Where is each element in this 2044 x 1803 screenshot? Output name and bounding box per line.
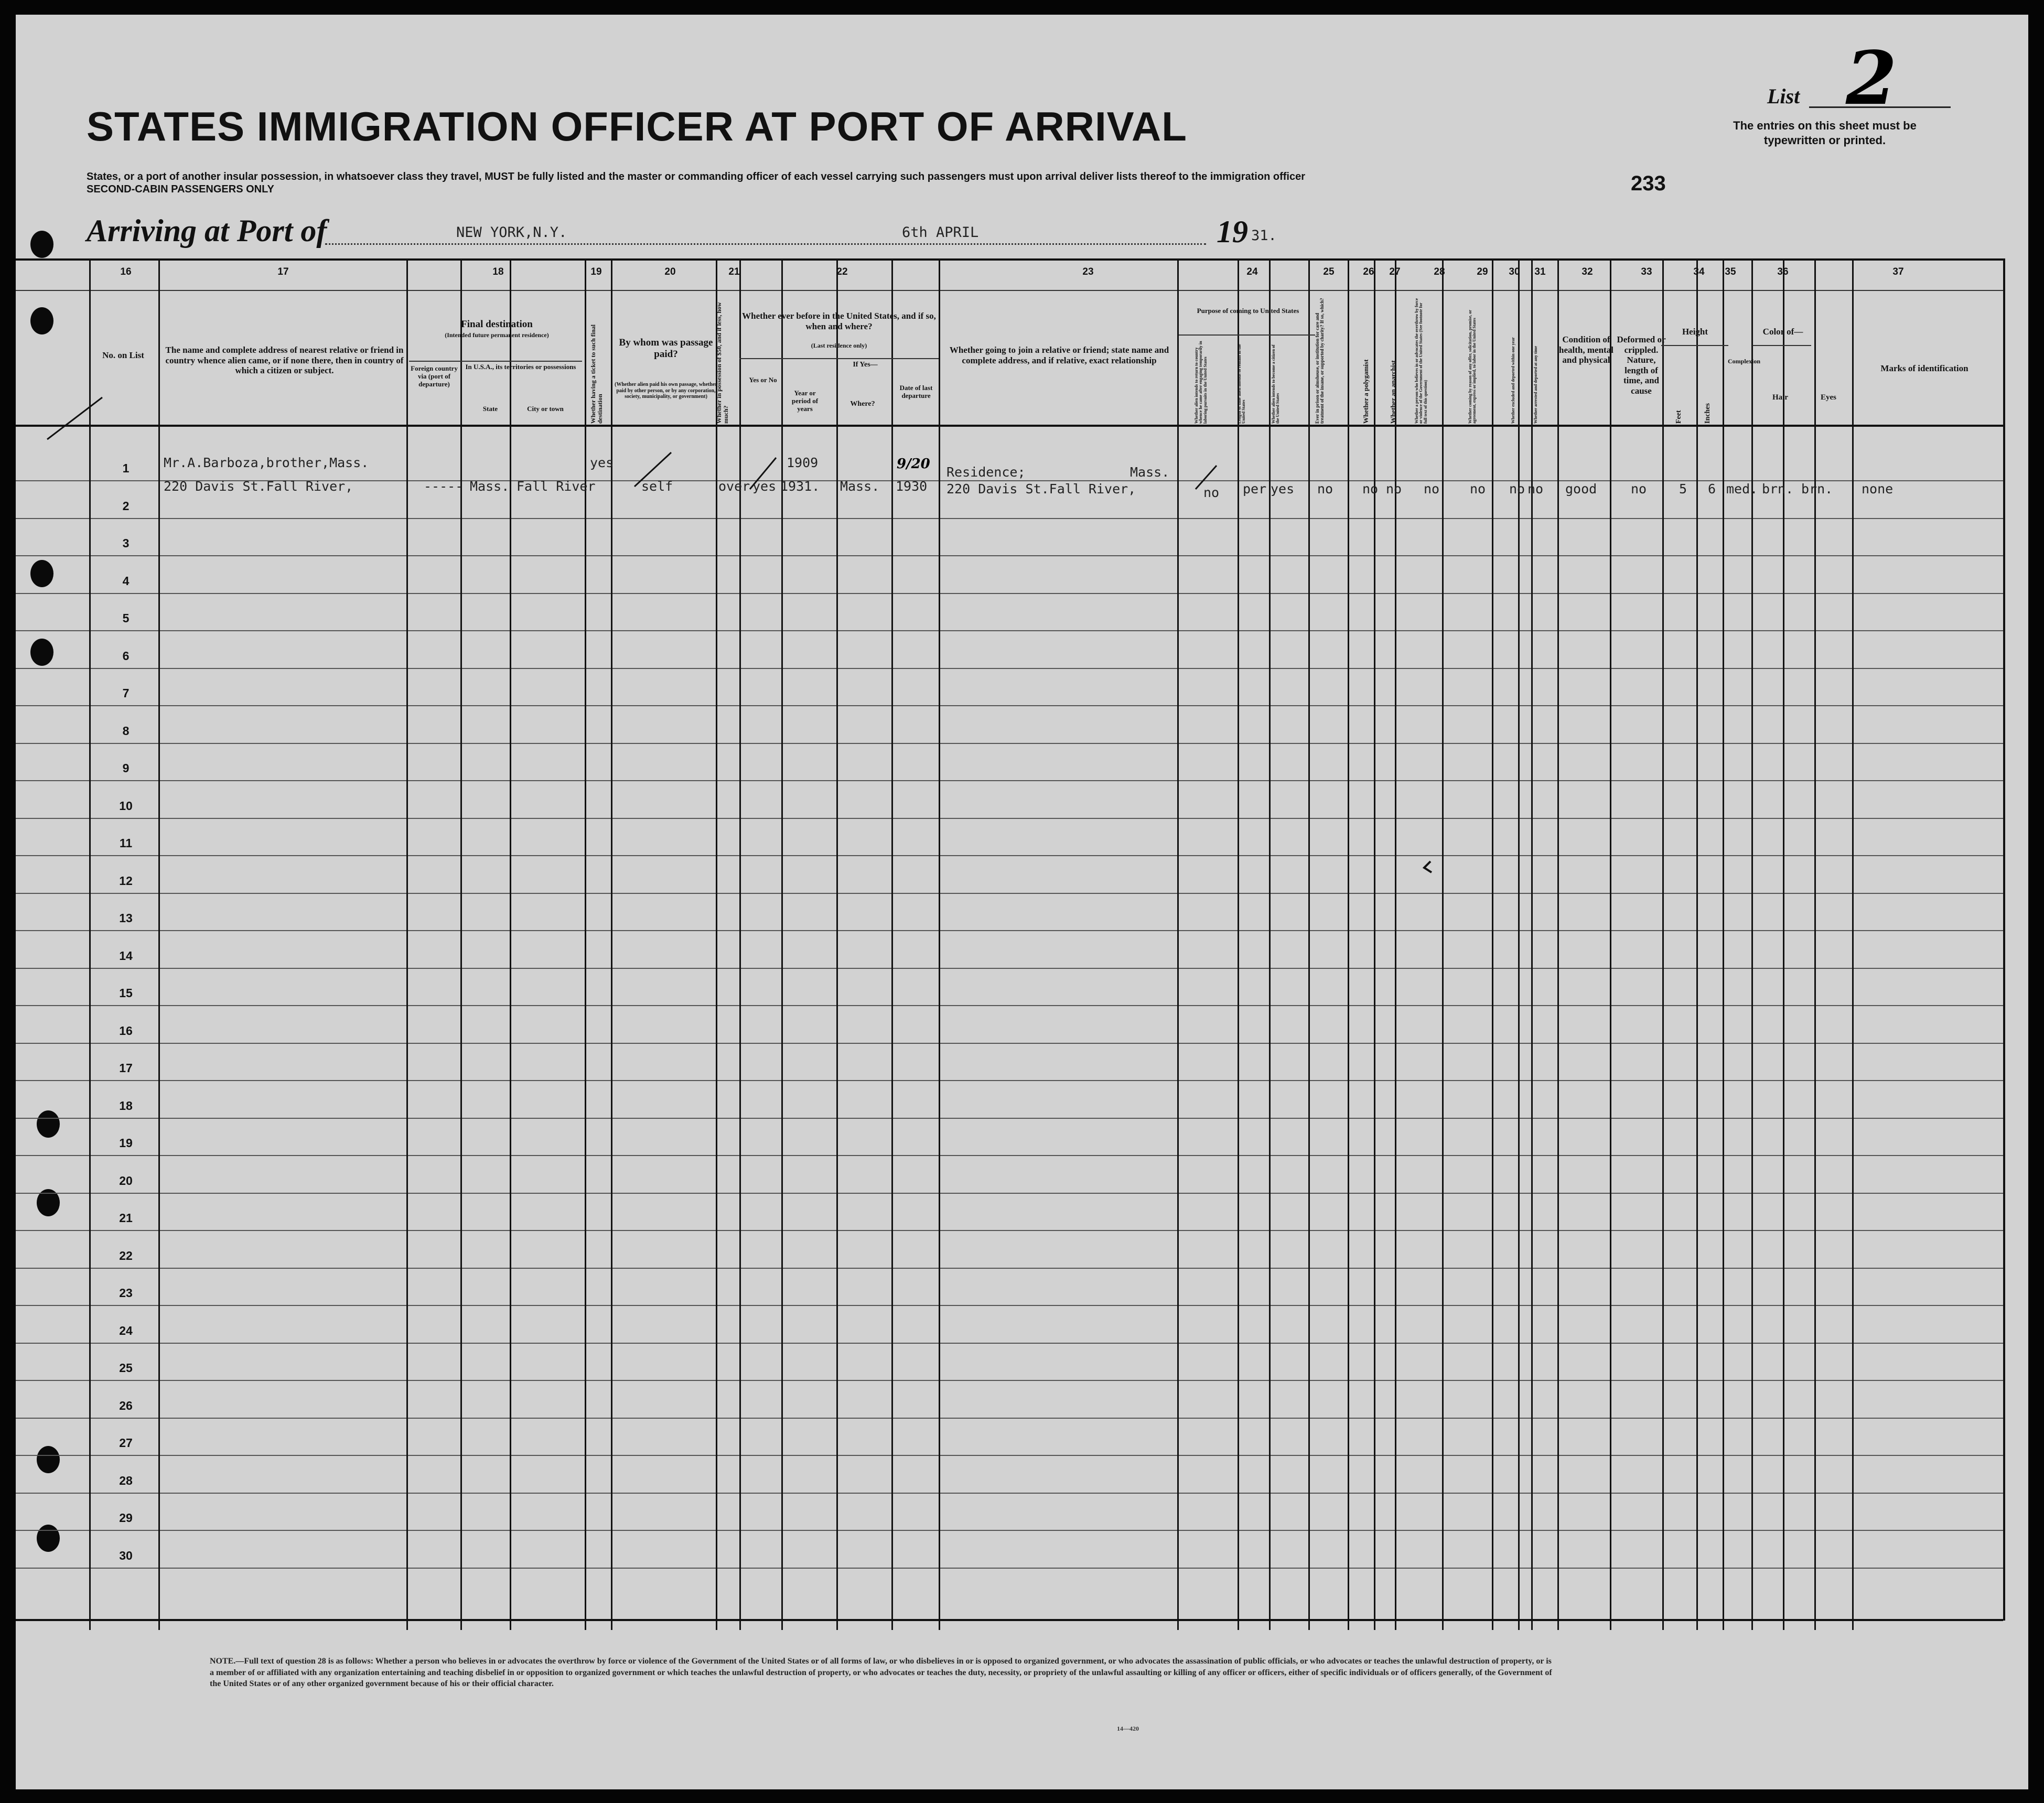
entry-last-departure-line2: 1930	[896, 479, 928, 494]
manifest-sheet	[16, 15, 2028, 1789]
row-number: 27	[119, 1436, 133, 1450]
port-value: NEW YORK,N.Y.	[456, 224, 567, 241]
hdr-city: City or town	[527, 405, 564, 413]
col-number: 32	[1582, 266, 1593, 277]
col-number: 16	[120, 266, 132, 277]
entry-height-feet: 5	[1679, 481, 1687, 496]
entry-money: over	[718, 479, 750, 494]
row-number: 16	[119, 1023, 133, 1038]
col-number: 37	[1892, 266, 1904, 277]
entry-joining-state: Mass.	[1130, 465, 1170, 480]
row-number: 30	[119, 1548, 133, 1562]
row-number: 6	[122, 649, 130, 663]
row-number: 29	[119, 1511, 133, 1525]
col-number: 18	[492, 266, 504, 277]
entry-paid-by: self	[641, 479, 673, 494]
row-number: 20	[119, 1173, 133, 1187]
row-number: 10	[119, 798, 133, 813]
col-number: 36	[1777, 266, 1789, 277]
hdr-ever-before-sub: (Last residence only)	[811, 342, 867, 349]
hdr-final-destination: Final destination	[461, 319, 533, 330]
row-number: 12	[119, 873, 133, 888]
hdr-prison: Ever in prison or almshouse, or institution for care and treatment of the insane, or supported by charity? If so, which?	[1315, 298, 1325, 424]
entry-anarchist: no	[1386, 481, 1402, 496]
hdr-contract-labor: Whether coming by reason of any offer, solicitation, promise, or agreement, express or implied, to labor in the United States	[1468, 310, 1477, 424]
hdr-height: Height	[1682, 327, 1708, 337]
entry-contract-labor: no	[1470, 481, 1486, 496]
pen-marks	[16, 15, 2028, 1640]
row-number: 4	[122, 574, 130, 588]
hdr-year: Year or period of years	[791, 389, 819, 413]
row-number: 13	[119, 911, 133, 925]
year-suffix: 31.	[1251, 228, 1277, 244]
year-prefix: 19	[1217, 214, 1248, 249]
col-number: 22	[836, 266, 848, 277]
hdr-health: Condition of health, mental and physical	[1559, 334, 1613, 365]
row-number: 21	[119, 1211, 133, 1225]
col-number: 17	[277, 266, 289, 277]
row-number: 19	[119, 1136, 133, 1150]
question-28-footnote: NOTE.—Full text of question 28 is as follows: Whether a person who believes in or advocates the overthrow by force or violence of the Government of the United States or of all forms of law, or who disbelieves in or is opposed to organized government, or who advocates the assassination of public officials, or who advocates or teaches the unlawful destruction of property, or is a member of or affiliated with any organization entertaining and teaching disbelief in or opposition to organized government or which teaches the unlawful destruction of property, or who advocates or teaches the duty, necessity, or propriety of the unlawful assaulting or killing of any officer or officers, either of specific individuals or of officers generally, of the Government of the United States or of any other organized government because of his or their official character.	[210, 1657, 1552, 1689]
list-label: List	[1767, 84, 1800, 108]
row-number: 8	[122, 724, 130, 738]
row-number: 18	[119, 1098, 133, 1113]
sheet-number: 233	[1631, 172, 1666, 195]
hdr-ever-before: Whether ever before in the United States, and if so, when and where?	[742, 311, 936, 331]
hdr-final-destination-sub: (Intended future permanent residence)	[445, 331, 549, 339]
entry-length-of-stay: per	[1243, 481, 1267, 496]
hdr-ticket: Whether having a ticket to such final destination	[589, 324, 604, 424]
hdr-feet: Feet	[1675, 410, 1683, 424]
hdr-return-intent: Whether alien intends to return to country whence he came after engaging temporarily in laboring pursuits in the United States	[1194, 341, 1208, 424]
entries-note: The entries on this sheet must be typewritten or printed.	[1733, 119, 1917, 147]
col-number: 26	[1363, 266, 1374, 277]
row-number: 11	[119, 836, 133, 850]
hdr-color-of: Color of—	[1762, 327, 1803, 337]
row-number: 5	[122, 611, 130, 625]
col-number: 34	[1693, 266, 1705, 277]
hdr-anarchist: Whether an anarchist	[1389, 360, 1397, 424]
entry-foreign-country: -----	[424, 479, 464, 494]
hdr-deformed: Deformed or crippled. Nature, length of time, and cause	[1617, 334, 1666, 396]
arriving-label: Arriving at Port of	[87, 213, 327, 248]
entry-excluded: no	[1509, 481, 1525, 496]
col-number: 20	[664, 266, 676, 277]
col-number: 19	[590, 266, 602, 277]
row-number: 9	[122, 761, 130, 775]
row-number: 28	[119, 1473, 133, 1487]
col-number: 24	[1246, 266, 1258, 277]
class-line: SECOND-CABIN PASSENGERS ONLY	[87, 183, 274, 195]
entry-last-departure-line1: 9/20	[897, 456, 930, 472]
hdr-where: Where?	[850, 400, 875, 408]
entry-where: Mass.	[840, 479, 880, 494]
hdr-joining: Whether going to join a relative or friend; state name and complete address, and if relative, exact relationship	[949, 345, 1169, 365]
hdr-last-departure: Date of last departure	[899, 384, 933, 400]
hdr-polygamist: Whether a polygamist	[1362, 359, 1370, 424]
hdr-yes-no: Yes or No	[749, 376, 777, 384]
date-value: 6th APRIL	[902, 224, 979, 241]
col-number: 35	[1725, 266, 1736, 277]
hdr-purpose: Purpose of coming to United States	[1197, 307, 1299, 315]
entry-complexion: med.	[1726, 481, 1758, 496]
entry-state: Mass.	[470, 479, 510, 494]
entry-health: good	[1565, 481, 1597, 496]
entry-height-inches: 6	[1708, 481, 1716, 496]
hdr-deported: Whether arrested and deported at any time	[1533, 346, 1538, 424]
hdr-eyes: Eyes	[1821, 393, 1836, 402]
hdr-citizen-intent: Whether alien intends to become a citizen of the United States	[1271, 344, 1281, 424]
page-title: STATES IMMIGRATION OFFICER AT PORT OF ARRIVAL	[87, 103, 1187, 149]
entry-joining-line2: 220 Davis St.Fall River,	[946, 481, 1136, 496]
hdr-overthrow: Whether a person who believes in or advocates the overthrow by force or violence of the Government of the United States (See footnote for full text of this question)	[1414, 298, 1428, 424]
entry-year-line2: 1931.	[780, 479, 820, 494]
row-number: 3	[122, 536, 130, 550]
hdr-if-yes: If Yes—	[853, 361, 878, 369]
col-number: 29	[1477, 266, 1488, 277]
hdr-state: State	[482, 405, 498, 413]
form-number: 14—420	[1117, 1725, 1139, 1732]
hdr-length-of-stay: Length of time alien intends to remain in the United States	[1237, 344, 1246, 424]
entry-deported: no	[1527, 481, 1544, 496]
row-number: 14	[119, 948, 133, 963]
row-number: 24	[119, 1323, 133, 1337]
hdr-passage-paid: By whom was passage paid?	[619, 337, 713, 360]
entry-prison: no	[1317, 481, 1333, 496]
entry-eyes: brn.	[1801, 481, 1833, 496]
hdr-no-on-list: No. on List	[102, 350, 144, 360]
hdr-foreign-country: Foreign country via (port of departure)	[411, 364, 458, 388]
list-number: 2	[1846, 36, 1897, 122]
row-number: 7	[122, 686, 130, 700]
entry-marks: none	[1862, 481, 1894, 496]
row-number: 1	[122, 461, 130, 475]
row-number: 23	[119, 1286, 133, 1300]
hdr-marks: Marks of identification	[1880, 363, 1968, 373]
entry-polygamist: no	[1362, 481, 1379, 496]
hdr-passage-paid-sub: (Whether alien paid his own passage, whether paid by other person, or by any corporation, society, municipality, or government)	[615, 382, 717, 400]
row-number: 22	[119, 1248, 133, 1262]
row-number: 15	[119, 986, 133, 1000]
entry-year-line1: 1909	[787, 455, 819, 470]
entry-deformed: no	[1631, 481, 1647, 496]
entry-joining-line1: Residence;	[946, 465, 1026, 480]
entry-return-intent: no	[1203, 485, 1220, 500]
hdr-money: Whether in possession of $50, and if less, how much?	[715, 302, 729, 424]
hdr-inches: Inches	[1704, 403, 1712, 424]
entry-relative-line1: Mr.A.Barboza,brother,Mass.	[164, 455, 369, 470]
hdr-hair: Hair	[1772, 393, 1788, 402]
col-number: 27	[1389, 266, 1401, 277]
col-number: 30	[1509, 266, 1520, 277]
entry-hair: brn.	[1762, 481, 1794, 496]
hdr-excluded: Whether excluded and deported within one year	[1511, 337, 1515, 424]
entry-citizen-intent: yes	[1271, 481, 1295, 496]
entry-before-in-us: yes	[752, 479, 777, 494]
entry-overthrow: no	[1424, 481, 1440, 496]
entry-relative-line2: 220 Davis St.Fall River,	[164, 479, 353, 494]
col-number: 28	[1434, 266, 1445, 277]
col-number: 25	[1323, 266, 1335, 277]
col-number: 21	[728, 266, 740, 277]
entry-ticket: yes	[590, 455, 614, 470]
hdr-nearest-relative: The name and complete address of nearest relative or friend in country whence alien came, or if none there, then in country of which a citizen or subject.	[165, 345, 404, 376]
hdr-in-usa: In U.S.A., its territories or possessions	[465, 363, 576, 371]
row-number: 17	[119, 1061, 133, 1075]
col-number: 23	[1082, 266, 1094, 277]
col-number: 33	[1641, 266, 1652, 277]
header-subtitle: States, or a port of another insular possession, in whatsoever class they travel, MUST be fully listed and the master or commanding officer of each vessel carrying such passengers must upon arrival deliver lists thereof to the immigration officer	[87, 171, 1305, 182]
entry-city: Fall River	[517, 479, 596, 494]
hdr-complexion: Complexion	[1728, 358, 1761, 365]
row-number: 25	[119, 1361, 133, 1375]
col-number: 31	[1534, 266, 1546, 277]
row-number: 2	[122, 499, 130, 513]
row-number: 26	[119, 1398, 133, 1412]
